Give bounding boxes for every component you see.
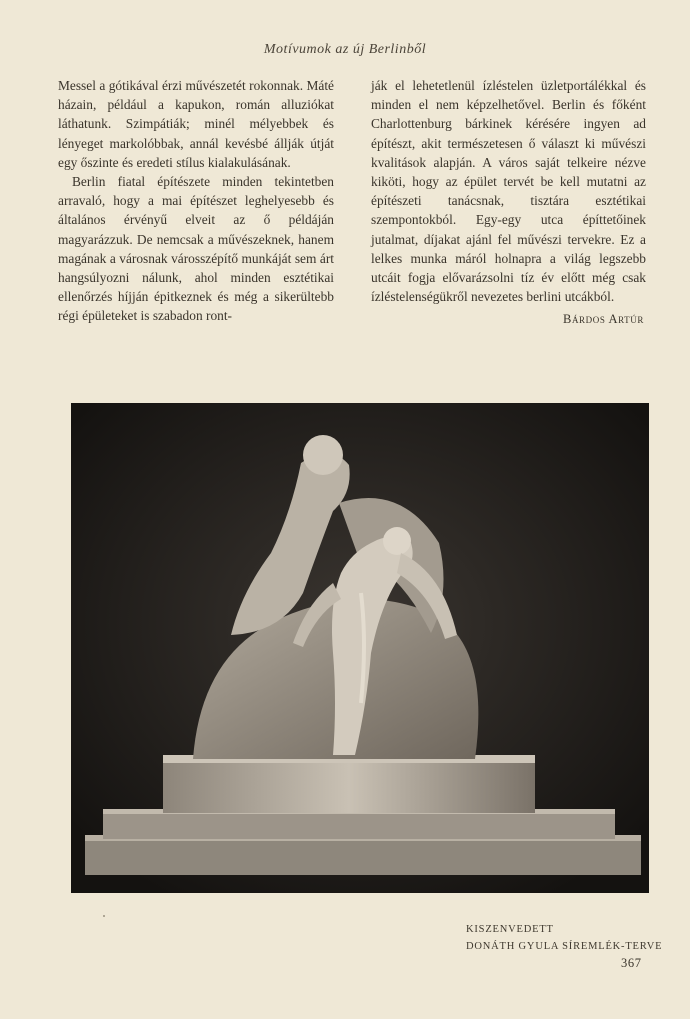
page-number: 367 (621, 956, 642, 970)
left-column (58, 76, 334, 326)
caption-line-2: DONÁTH GYULA SÍREMLÉK-TERVE (466, 941, 663, 952)
author-signature: Bárdos Artúr (563, 312, 644, 327)
right-paragraph-1: ják el lehetetlenül ízléstelen üzletportálékkal és minden el nem képzelhetővel. Berlin és főként Charlottenburg bárkinek kérésére ingyen ad építészt, akit természetesen ő választ ki művészi kvalitások alapján. A város saját telkeire nézve kiköti, hogy az épület tervét be kell mutatni az építészeti tanácsnak, tisztára esztétikai szempontokból. Egy-egy utca építtetőinek jutalmat, díjakat ajánl fel művészi tervekre. Ez a lelkes munka máról holnapra a világ legszebb utcáit fogja elővarázsolni tíz év előtt még csak ízléstelenségükről nevezetes berlini utcákból. (371, 78, 646, 305)
sculpture-photograph (71, 403, 649, 893)
photo-caption (466, 921, 666, 955)
sculpture-illustration (71, 403, 649, 893)
left-paragraph-1: Messel a gótikával érzi művészetét rokonnak. Máté házain, például a kapukon, román alluziókat láthatunk. Szimpátiák; minél mélyebbek és lényeget markolóbbak, annál kevésbé állják útját egy őszinte és eredeti stílus kialakulásának. (58, 78, 334, 170)
right-column (371, 76, 646, 330)
print-speck (103, 915, 105, 917)
running-head: Motívumok az új Berlinből (263, 42, 427, 57)
left-paragraph-2: Berlin fiatal építészete minden tekintetben arravaló, hogy a mai építészet leghelyesebb és általános érvényű elveit az ő példáján magyarázzuk. De nemcsak a művészeknek, hanem magának a városnak városszépítő munkáját sem árt hangsúlyozni nálunk, ahol minden esztétikai ellenőrzés híjján épitkeznek és még a sikerültebb régi épületeket is szabadon ront- (58, 174, 334, 324)
caption-line-1: KISZENVEDETT (466, 924, 554, 935)
